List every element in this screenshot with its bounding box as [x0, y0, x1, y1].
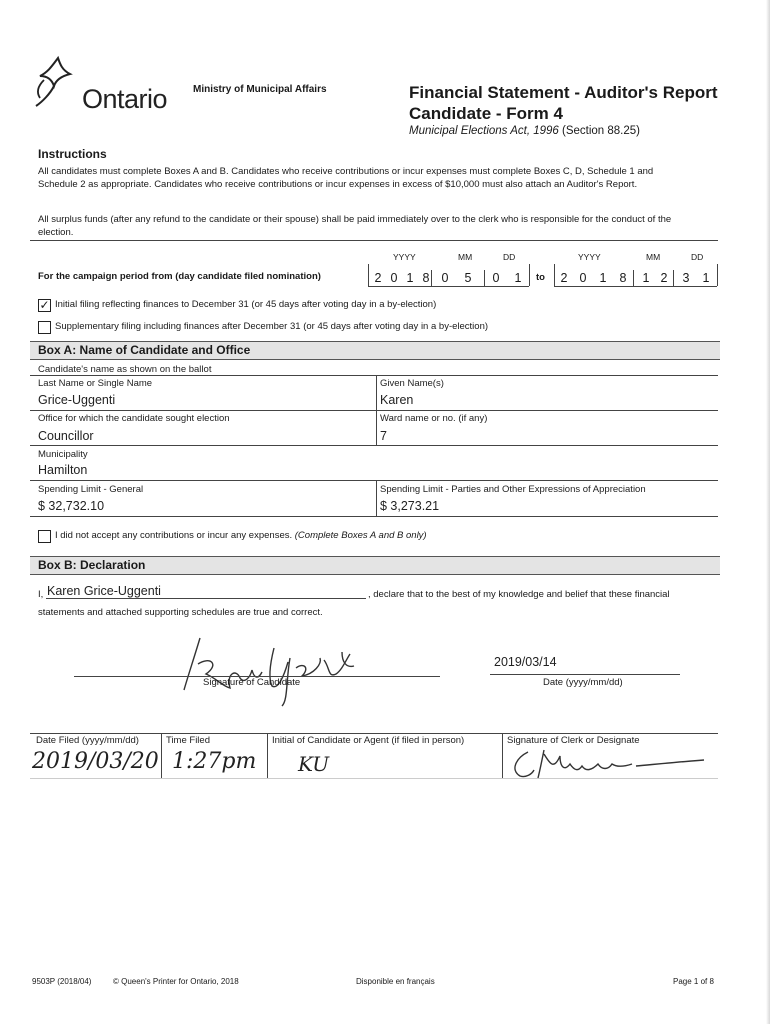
signature-label: Signature of Candidate: [203, 677, 301, 688]
to-label: to: [536, 272, 545, 283]
form-title: Financial Statement - Auditor's Report: [409, 83, 718, 102]
ministry-name: Ministry of Municipal Affairs: [193, 84, 327, 95]
declaration-text: , declare that to the best of my knowledge and belief that these financial: [368, 589, 670, 600]
to-dd-header: DD: [691, 252, 704, 262]
no-contributions-checkbox[interactable]: [38, 530, 51, 543]
scan-edge: [766, 0, 770, 1024]
initial-label: Initial of Candidate or Agent (if filed in person): [272, 735, 465, 746]
candidate-signature-image: [170, 628, 370, 708]
spending-limit-general-field[interactable]: $ 32,732.10: [38, 499, 105, 513]
to-digit[interactable]: 1: [702, 271, 710, 285]
instructions-para-1: All candidates must complete Boxes A and B. Candidates who receive contributions or incur expenses must complete Boxes C, D, Schedule 1 and Schedule 2 as appropriate. Candidates who receive contributions or incur expenses in excess of $10,000 must also attach an Auditor's Report.: [38, 166, 654, 190]
column-divider: [502, 733, 503, 778]
to-date-border: [717, 264, 718, 286]
box-b-header: [30, 556, 720, 575]
to-mm-header: MM: [646, 252, 661, 262]
column-divider: [376, 480, 377, 516]
clerk-signature-label: Signature of Clerk or Designate: [507, 735, 640, 746]
office-field[interactable]: Councillor: [38, 429, 94, 443]
to-yyyy-header: YYYY: [578, 252, 601, 262]
act-section: (Section 88.25): [562, 125, 640, 137]
date-filed-field[interactable]: 2019/03/20: [32, 749, 159, 774]
from-date-baseline: [368, 286, 529, 287]
from-digit[interactable]: 2: [374, 271, 382, 285]
declarant-underline: [46, 598, 366, 599]
to-digit[interactable]: 0: [579, 271, 587, 285]
ward-label: Ward name or no. (if any): [380, 413, 488, 424]
column-divider: [376, 375, 377, 410]
date-filed-label: Date Filed (yyyy/mm/dd): [36, 735, 139, 746]
divider: [30, 410, 718, 411]
from-date-sep: [484, 270, 485, 286]
form-subtitle: Candidate - Form 4: [409, 104, 563, 123]
box-a-heading: Box A: Name of Candidate and Office: [38, 343, 251, 357]
page-number: Page 1 of 8: [673, 977, 714, 986]
supplementary-filing-checkbox[interactable]: [38, 321, 51, 334]
office-label: Office for which the candidate sought election: [38, 413, 230, 424]
no-contributions-label: I did not accept any contributions or incur any expenses.: [55, 530, 293, 541]
to-digit[interactable]: 1: [599, 271, 607, 285]
from-dd-header: DD: [503, 252, 516, 262]
from-date-border: [529, 264, 530, 286]
to-digit[interactable]: 1: [642, 271, 650, 285]
declaration-prefix: I,: [38, 589, 44, 600]
spending-limit-parties-field[interactable]: $ 3,273.21: [380, 499, 440, 513]
box-a-header: [30, 341, 720, 360]
initial-filing-checkbox[interactable]: [38, 299, 51, 312]
date-line: [490, 674, 680, 675]
from-digit[interactable]: 0: [390, 271, 398, 285]
no-contributions-text: [55, 530, 427, 541]
checkmark-icon: ✓: [39, 298, 50, 312]
divider: [30, 480, 718, 481]
from-date-border: [368, 264, 369, 286]
divider: [30, 375, 718, 376]
ballot-name-label: Candidate's name as shown on the ballot: [38, 364, 212, 375]
logo-wordmark: Ontario: [82, 84, 168, 114]
declarant-name-field[interactable]: Karen Grice-Uggenti: [47, 584, 161, 598]
given-name-label: Given Name(s): [380, 378, 444, 389]
time-filed-field[interactable]: 1:27pm: [172, 749, 257, 774]
from-yyyy-header: YYYY: [393, 252, 416, 262]
act-name: Municipal Elections Act, 1996: [409, 125, 559, 137]
municipality-label: Municipality: [38, 449, 88, 460]
initial-filing-label: Initial filing reflecting finances to December 31 (or 45 days after voting day in a by-election): [55, 299, 437, 310]
initial-field[interactable]: KU: [298, 752, 330, 776]
declaration-text-2: statements and attached supporting schedules are true and correct.: [38, 607, 323, 618]
to-date-sep: [633, 270, 634, 286]
copyright: © Queen's Printer for Ontario, 2018: [113, 977, 239, 986]
municipality-field[interactable]: Hamilton: [38, 463, 88, 477]
from-digit[interactable]: 1: [514, 271, 522, 285]
from-digit[interactable]: 0: [441, 271, 449, 285]
spending-limit-parties-label: Spending Limit - Parties and Other Expressions of Appreciation: [380, 484, 646, 495]
column-divider: [376, 410, 377, 445]
from-digit[interactable]: 0: [492, 271, 500, 285]
time-filed-label: Time Filed: [166, 735, 210, 746]
supplementary-filing-label: Supplementary filing including finances after December 31 (or 45 days after voting day in a by-election): [55, 321, 489, 332]
last-name-field[interactable]: Grice-Uggenti: [38, 393, 116, 407]
ward-field[interactable]: 7: [380, 429, 387, 443]
to-digit[interactable]: 2: [660, 271, 668, 285]
from-mm-header: MM: [458, 252, 473, 262]
act-reference: [409, 125, 640, 137]
clerk-signature-image: [508, 746, 718, 780]
to-date-border: [554, 264, 555, 286]
divider: [30, 733, 718, 734]
column-divider: [161, 733, 162, 778]
date-label: Date (yyyy/mm/dd): [543, 677, 623, 688]
instructions-heading: Instructions: [38, 147, 107, 161]
from-digit[interactable]: 1: [406, 271, 414, 285]
instructions-para-2: All surplus funds (after any refund to the candidate or their spouse) shall be paid immediately over to the clerk who is responsible for the conduct of the election.: [38, 214, 672, 238]
divider: [30, 240, 718, 241]
form-number: 9503P (2018/04): [32, 977, 92, 986]
last-name-label: Last Name or Single Name: [38, 378, 153, 389]
to-digit[interactable]: 8: [619, 271, 627, 285]
column-divider: [267, 733, 268, 778]
no-contributions-note: (Complete Boxes A and B only): [294, 530, 427, 541]
to-date-sep: [673, 270, 674, 286]
period-label: For the campaign period from (day candidate filed nomination): [38, 271, 321, 282]
given-name-field[interactable]: Karen: [380, 393, 414, 407]
to-date-baseline: [554, 286, 717, 287]
from-digit[interactable]: 8: [422, 271, 430, 285]
divider: [30, 516, 718, 517]
to-digit[interactable]: 3: [682, 271, 690, 285]
french-availability: Disponible en français: [356, 977, 435, 986]
spending-limit-general-label: Spending Limit - General: [38, 484, 144, 495]
box-b-heading: Box B: Declaration: [38, 558, 146, 572]
to-digit[interactable]: 2: [560, 271, 568, 285]
from-digit[interactable]: 5: [464, 271, 472, 285]
divider: [30, 445, 718, 446]
declaration-date-field[interactable]: 2019/03/14: [494, 655, 557, 669]
